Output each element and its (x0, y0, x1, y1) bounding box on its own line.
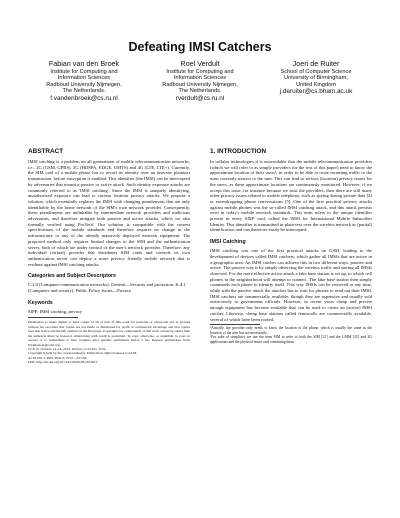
author-3 (260, 60, 372, 102)
affiliation-line: Information Sciences (57, 75, 111, 82)
conference-info: CCS'15, October 12–16, 2015, Denver, Colorado, USA. (28, 346, 107, 351)
imsi-catching-text: IMSI catching was one of the first practical attacks on GSM, leading to the development of devices called IMSI catchers, which gather all IMSIs that are active in a geographic area. An IMSI catcher can achieve this in two different ways: passive and active. The passive way is by simply observing the wireless traffic and storing all IMSIs observed. For the more effective active attack a fake base station is set up, to which cell phones in the neighborhood will attempt to connect. The fake base station then simply commands each phone to identify itself. This way IMSIs can be retrieved at any time, while with the passive attack the attacker has to wait for phones to send out their IMSI. IMSI catchers are commercially available, though they are expensive and usually sold restrictively to government officials. However, in recent years cheap and precise enough equipment has become available that can be used to create an (active) IMSI catcher. Likewise, cheap base stations called femtocells are commercially available, several of which have been rooted, (210, 248, 372, 322)
paper-title: Defeating IMSI Catchers (128, 40, 272, 54)
affiliation-line: Information Sciences (173, 75, 227, 82)
affiliation-line: University of Birmingham, (284, 75, 348, 82)
author-email: j.deruiter@cs.bham.ac.uk (279, 88, 353, 96)
affiliation-line: School of Computer Science (280, 68, 352, 75)
affiliation-line: The Netherlands. (62, 88, 106, 95)
author-name: Joeri de Ruiter (292, 59, 340, 68)
affiliation-line: Institute for Computing and (166, 68, 234, 75)
footnote-rule (28, 317, 78, 318)
keywords-text: SIPP; IMSI catching; privacy (28, 308, 83, 314)
affiliation-line: Radboud University Nijmegen, (46, 81, 122, 88)
categories-text: C.2.0 [Computer-communication networks]: General—Security and protection; K.4.1 [Computers and society]: Public Policy Issues—Privacy (28, 282, 186, 294)
abstract-text: IMSI catching is a problem on all generations of mobile telecommunication networks, i.e., 2G (GSM, GPRS), 3G (HDSPA, EDGE, UMTS) and 4G (LTE, LTE+). Currently, the SIM card of a mobile phone has to reveal its identity over an insecure plaintext transmission, before encryption is enabled. This identifier (the IMSI) can be intercepted by adversaries that mount a passive or active attack. Such identity exposure attacks are commonly referred to as 'IMSI catching'. Since the IMSI is uniquely identifying, unauthorized exposure can lead to various location privacy attacks. We propose a solution, which essentially replaces the IMSI with changing pseudonyms that are only identifiable by the home network of the SIM's own network provider. Consequently, these pseudonyms are unlinkable by intermediate network providers and malicious adversaries, and therefore mitigate both passive and active attacks, which we also formally verified using ProVerif. Our solution is compatible with the current specifications of the mobile standards and therefore requires no change in the infrastructure or any of the already massively deployed network equipment. The proposed method only requires limited changes to the SIM and the authentication server, both of which are under control of the user's network provider. Therefore, any individual (virtual) provider that distributes SIM cards and controls its own authentication server can deploy a more privacy friendly mobile network that is resilient against IMSI catching attacks. (28, 159, 190, 267)
left-column (28, 148, 190, 365)
footnote-rule (210, 324, 260, 325)
affiliation-line: United Kingdom (296, 81, 336, 88)
author-2 (144, 60, 256, 102)
isbn-info: ACM 978-1-4503-3832-5/15/10 ...$15.00. (28, 355, 88, 360)
affiliation-line: Radboud University Nijmegen, (162, 81, 238, 88)
copyright-info: Copyright is held by the owner/author(s). Publication rights licensed to ACM. (28, 351, 138, 356)
author-1 (28, 60, 140, 102)
footnote-1: ¹Actually, the provider only needs to know the location of the phone, which is usually the same as the location of the user but not necessarily. (210, 326, 372, 335)
author-block (28, 60, 372, 102)
abstract-heading: ABSTRACT (28, 148, 64, 155)
author-email: rverdult@cs.ru.nl (175, 94, 225, 102)
doi-link[interactable]: DOI: http://dx.doi.org/10.1145/2810103.2813615 (28, 360, 98, 365)
imsi-catching-heading: IMSI Catching (210, 239, 246, 246)
categories-heading: Categories and Subject Descriptors (28, 273, 116, 280)
introduction-heading: 1. INTRODUCTION (210, 148, 267, 155)
author-name: Fabian van den Broek (48, 59, 120, 68)
author-email: f.vandenbroek@cs.ru.nl (50, 94, 118, 102)
introduction-text: In cellular technologies it is unavoidable that the mobile telecommunication providers (which we will refer to as simply providers for the rest of this paper) need to know the approximate location of their users¹, in order to be able to route incoming traffic to the mast currently nearest to the user. This can lead to serious (location) privacy issues for the users, as these approximate locations are continuously monitored. However, if we accept this issue, for instance because we trust the providers, then there are still many other privacy issues related to mobile telephony, such as spying during private data [4] or eavesdropping phone conversations [5]. One of the first practical privacy attacks against mobile phones was the so-called IMSI catching attack, and this attack persists even in today's mobile network standards. This term refers to the unique identifier present in every SIM² card, called the IMSI for International Mobile Subscriber Identity. This identifier is transmitted in plain-text over the wireless network as (partial) identification and can therefore easily be intercepted. (210, 159, 372, 233)
permission-notice: Permission to make digital or hard copies of all or part of this work for personal or classroom use is granted without fee provided that copies are not made or distributed for profit or commercial advantage and that copies bear this notice and the full citation on the first page. Copyrights for components of this work owned by others than the author(s) must be honored. Abstracting with credit is permitted. To copy otherwise, or republish, to post on servers or to redistribute to lists, requires prior specific permission and/or a fee. Request permissions from Permissions@acm.org. (28, 320, 190, 347)
affiliation-line: The Netherlands. (178, 88, 222, 95)
keywords-heading: Keywords (28, 299, 53, 306)
author-name: Roel Verdult (180, 59, 220, 68)
right-column (210, 148, 372, 345)
affiliation-line: Institute for Computing and (50, 68, 118, 75)
footnote-2: ²For sake of simplicity we use the term SIM to refer to both the SIM [21] and the USIM [25] and 3G applications and the physical smart card containing them. (210, 335, 372, 345)
